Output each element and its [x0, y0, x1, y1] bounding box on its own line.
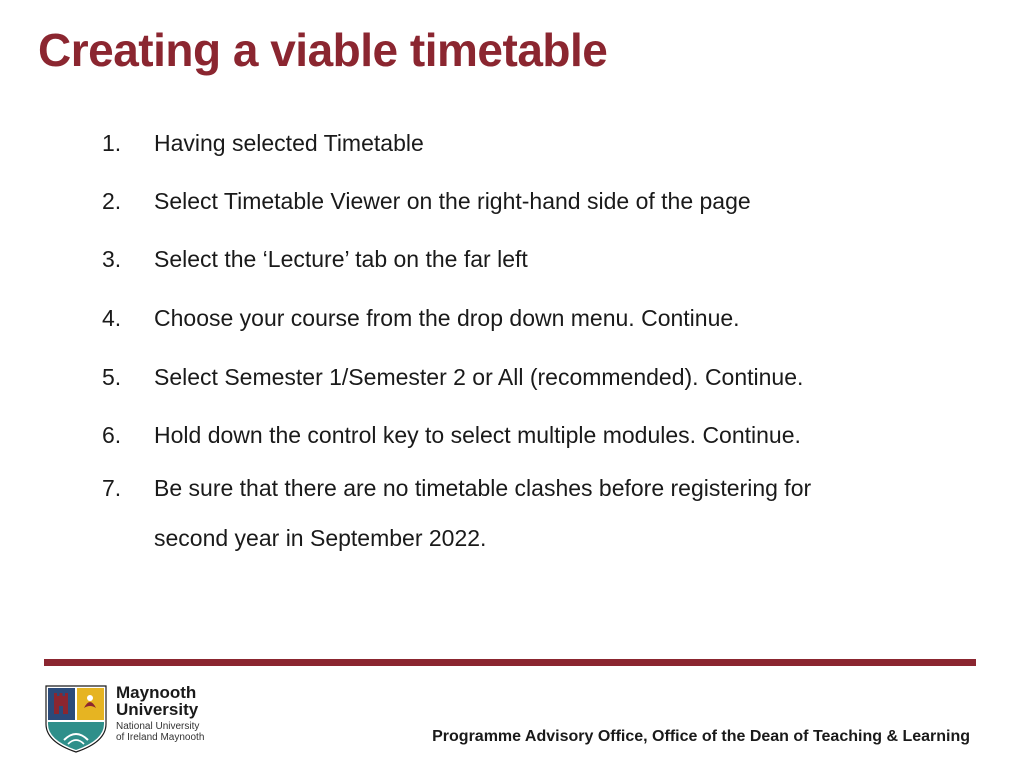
step-number: 7.	[102, 475, 122, 501]
step-text-line: Be sure that there are no timetable clashes before registering for	[154, 475, 812, 501]
step-text: Select the ‘Lecture’ tab on the far left	[154, 246, 528, 272]
step-number: 1.	[102, 130, 122, 156]
logo-name-line: University	[116, 700, 199, 719]
step-text: Select Semester 1/Semester 2 or All (recommended). Continue.	[154, 364, 804, 390]
step-number: 3.	[102, 246, 122, 272]
step-text: Choose your course from the drop down menu. Continue.	[154, 305, 740, 331]
step-text-line: second year in September 2022.	[154, 525, 487, 551]
university-logo	[44, 684, 224, 756]
logo-name-line: Maynooth	[116, 683, 197, 702]
footer-divider	[44, 659, 976, 666]
slide-title: Creating a viable timetable	[38, 24, 608, 76]
logo-subtitle-line: National University	[116, 721, 200, 732]
step-text: Hold down the control key to select multiple modules. Continue.	[154, 422, 801, 448]
logo-wordmark	[116, 684, 236, 743]
step-text: Having selected Timetable	[154, 130, 424, 156]
step-number: 5.	[102, 364, 122, 390]
step-text	[154, 463, 811, 563]
step-text: Select Timetable Viewer on the right-hand side of the page	[154, 188, 751, 214]
step-number: 2.	[102, 188, 122, 214]
step-number: 4.	[102, 305, 122, 331]
footer-text: Programme Advisory Office, Office of the Dean of Teaching & Learning	[432, 728, 970, 745]
university-crest-icon	[44, 684, 108, 754]
logo-subtitle-line: of Ireland Maynooth	[116, 732, 205, 743]
step-number: 6.	[102, 422, 122, 448]
